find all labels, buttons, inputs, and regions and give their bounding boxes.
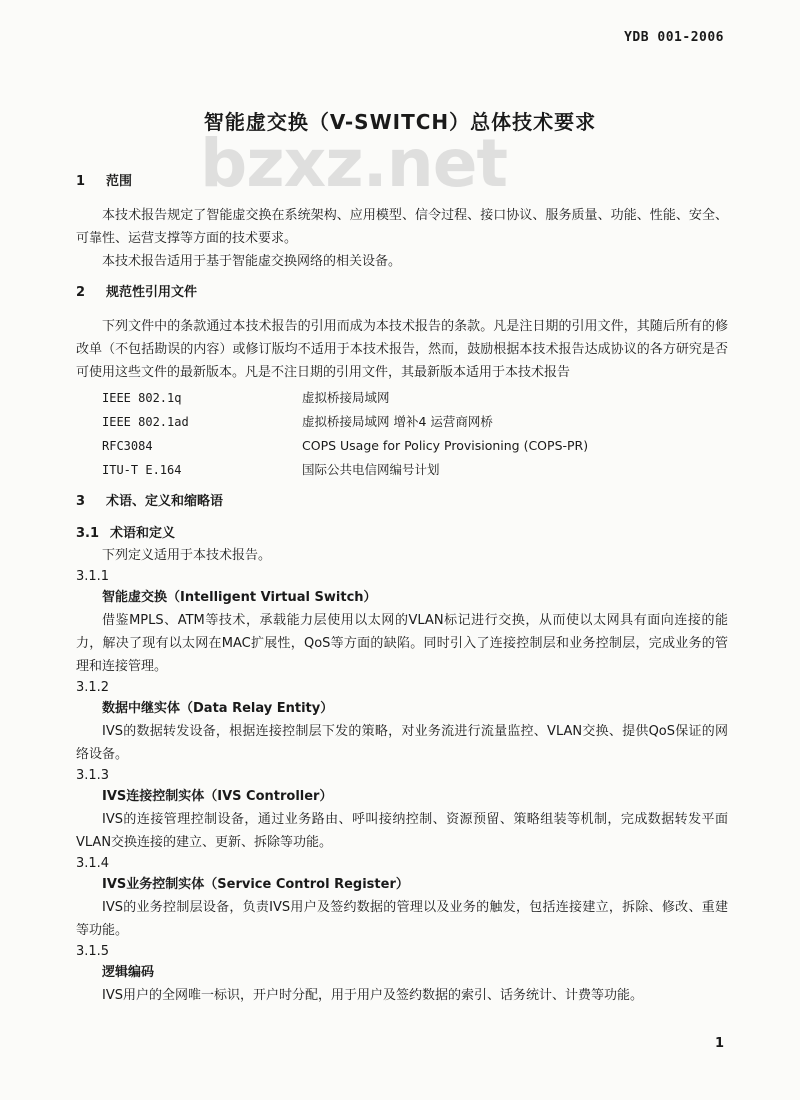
page-number: 1: [714, 1036, 724, 1051]
document-body: [76, 172, 728, 1007]
term-definition: IVS用户的全网唯一标识，开户时分配，用于用户及签约数据的索引、话务统计、计费等功能。: [102, 988, 643, 1003]
term-number: 3.1.1: [76, 569, 110, 584]
term-number: 3.1.3: [76, 768, 110, 783]
section-title: 规范性引用文件: [106, 285, 198, 300]
section-number: 3: [76, 494, 86, 509]
term-name: 逻辑编码: [102, 965, 155, 980]
watermark: bzxz.net: [200, 125, 508, 202]
reference-code: IEEE 802.1ad: [102, 415, 189, 429]
reference-item: [102, 410, 728, 434]
paragraph: 下列文件中的条款通过本技术报告的引用而成为本技术报告的条款。凡是注日期的引用文件，其随后所有的修改单（不包括勘误的内容）或修订版均不适用于本技术报告，然而，鼓励根据本技术报告达成协议的各方研究是否可使用这些文件的最新版本。凡是不注日期的引用文件，其最新版本适用于本技术报告: [76, 319, 728, 380]
reference-item: [102, 434, 728, 458]
document-title: 智能虚交换（V-SWITCH）总体技术要求: [203, 110, 597, 134]
term-definition: IVS的连接管理控制设备，通过业务路由、呼叫接纳控制、资源预留、策略组装等机制，完成数据转发平面VLAN交换连接的建立、更新、拆除等功能。: [76, 812, 728, 850]
reference-item: [102, 458, 728, 482]
reference-list: [102, 386, 728, 482]
term-number: 3.1.2: [76, 680, 110, 695]
section-3-heading: [76, 492, 728, 512]
term-number: 3.1.4: [76, 856, 110, 871]
subsection-number: 3.1: [76, 526, 100, 541]
term-number: 3.1.5: [76, 944, 110, 959]
reference-title: COPS Usage for Policy Provisioning (COPS-PR): [302, 438, 589, 453]
reference-title: 国际公共电信网编号计划: [302, 462, 440, 477]
reference-code: IEEE 802.1q: [102, 391, 182, 405]
reference-title: 虚拟桥接局域网: [302, 390, 390, 405]
subsection-3-1-heading: [76, 524, 728, 544]
section-number: 2: [76, 285, 86, 300]
subsection-title: 术语和定义: [110, 526, 176, 541]
section-title: 术语、定义和缩略语: [106, 494, 224, 509]
reference-title: 虚拟桥接局域网 增补4 运营商网桥: [302, 414, 493, 429]
term-definition: IVS的业务控制层设备，负责IVS用户及签约数据的管理以及业务的触发，包括连接建立，拆除、修改、重建等功能。: [76, 900, 728, 938]
section-number: 1: [76, 174, 86, 189]
section-2-heading: [76, 283, 728, 303]
term-definition: 借鉴MPLS、ATM等技术，承载能力层使用以太网的VLAN标记进行交换，从而使以太网具有面向连接的能力，解决了现有以太网在MAC扩展性，QoS等方面的缺陷。同时引入了连接控制层和业务控制层，完成业务的管理和连接管理。: [76, 613, 728, 674]
section-1-heading: [76, 172, 728, 192]
term-definition: IVS的数据转发设备，根据连接控制层下发的策略，对业务流进行流量监控、VLAN交换、提供QoS保证的网络设备。: [76, 724, 728, 762]
reference-code: ITU-T E.164: [102, 463, 182, 477]
standard-code: YDB 001-2006: [624, 30, 724, 45]
reference-code: RFC3084: [102, 439, 153, 453]
paragraph: 本技术报告规定了智能虚交换在系统架构、应用模型、信令过程、接口协议、服务质量、功能、性能、安全、可靠性、运营支撑等方面的技术要求。: [76, 208, 728, 246]
paragraph: 本技术报告适用于基于智能虚交换网络的相关设备。: [102, 254, 402, 269]
paragraph: 下列定义适用于本技术报告。: [102, 548, 272, 563]
section-title: 范围: [106, 174, 133, 189]
term-name: 智能虚交换（Intelligent Virtual Switch）: [102, 590, 377, 605]
term-name: IVS业务控制实体（Service Control Register）: [102, 877, 409, 892]
reference-item: [102, 386, 728, 410]
term-name: IVS连接控制实体（IVS Controller）: [102, 789, 333, 804]
term-name: 数据中继实体（Data Relay Entity）: [102, 701, 334, 716]
